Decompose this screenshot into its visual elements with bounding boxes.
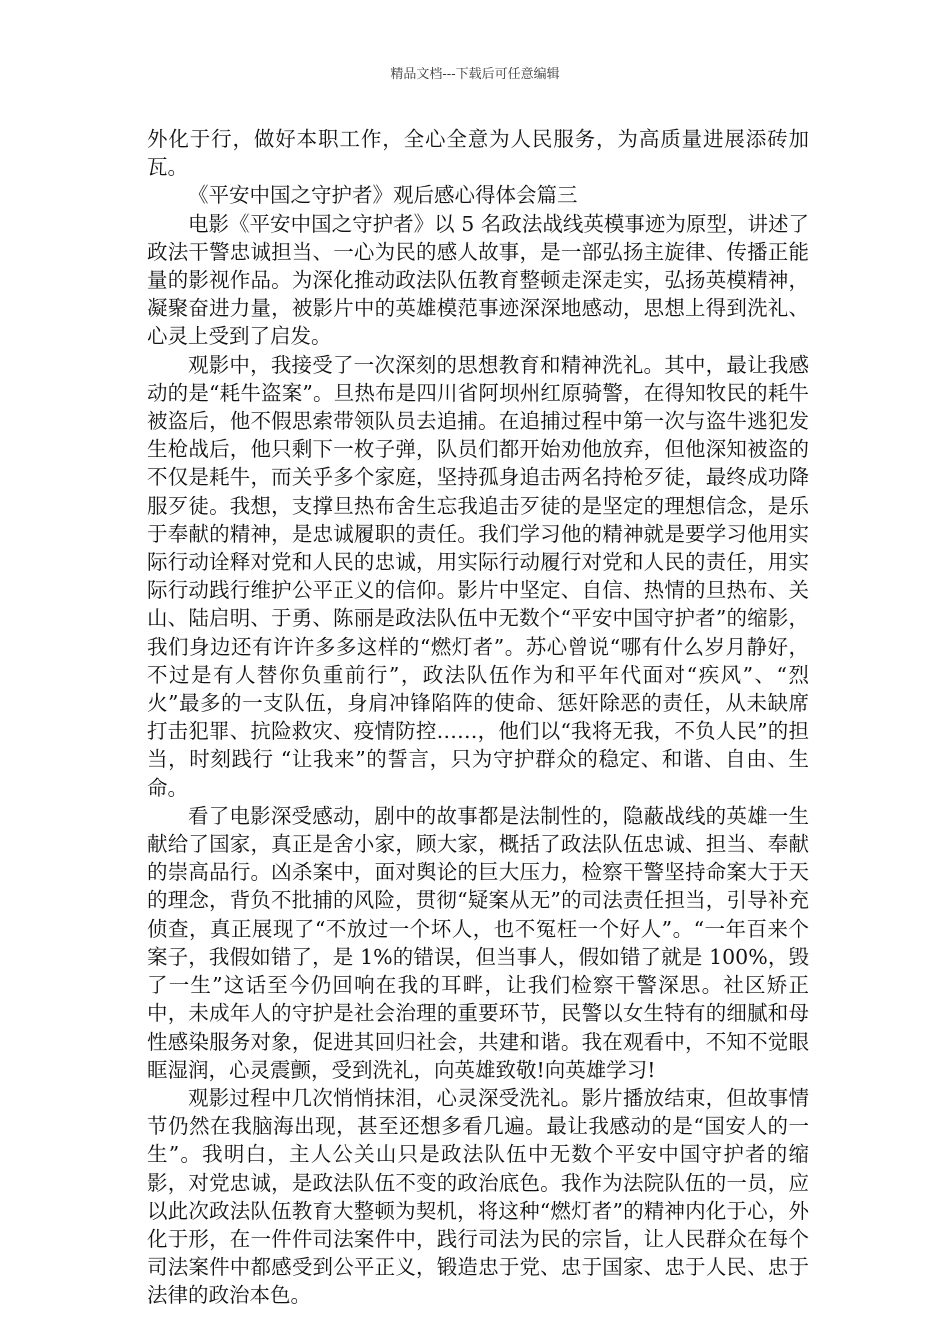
section-heading: 《平安中国之守护者》观后感心得体会篇三 <box>188 183 578 208</box>
paragraph: 看了电影深受感动，剧中的故事都是法制性的，隐蔽战线的英雄一生献给了国家，真正是舍小家，顾大家，概括了政法队伍忠诚、担当、奉献的崇高品行。凶杀案中，面对舆论的巨大压力，检察干警坚持命案大于天的理念，背负不批捕的风险，贯彻“疑案从无”的司法责任担当，引导补充侦查，真正展现了“不放过一个坏人，也不冤枉一个好人”。“一年百来个案子，我假如错了，是 1%的错误，但当事人，假如错了就是 100%，毁了一生”这话至今仍回响在我的耳畔，让我们检察干警深思。社区矫正中，未成年人的守护是社会治理的重要环节，民警以女生特有的细腻和母性感染服务对象，促进其回归社会，共建和谐。我在观看中，不知不觉眼眶湿润，心灵震颤，受到洗礼，向英雄致敬!向英雄学习! <box>147 803 809 1082</box>
paragraph-continuation: 外化于行，做好本职工作，全心全意为人民服务，为高质量进展添砖加瓦。 <box>147 127 809 180</box>
document-body <box>147 125 809 1310</box>
paragraph: 电影《平安中国之守护者》以 5 名政法战线英模事迹为原型，讲述了政法干警忠诚担当、一心为民的感人故事，是一部弘扬主旋律、传播正能量的影视作品。为深化推动政法队伍教育整顿走深走实，弘扬英模精神，凝聚奋进力量，被影片中的英雄模范事迹深深地感动，思想上得到洗礼、心灵上受到了启发。 <box>147 211 809 349</box>
paragraph: 观影中，我接受了一次深刻的思想教育和精神洗礼。其中，最让我感动的是“耗牛盗案”。旦热布是四川省阿坝州红原骑警，在得知牧民的耗牛被盗后，他不假思索带领队员去追捕。在追捕过程中第一次与盗牛逃犯发生枪战后，他只剩下一枚子弹，队员们都开始劝他放弃，但他深知被盗的不仅是耗牛，而关乎多个家庭，坚持孤身追击两名持枪歹徒，最终成功降服歹徒。我想，支撑旦热布舍生忘我追击歹徒的是坚定的理想信念，是乐于奉献的精神，是忠诚履职的责任。我们学习他的精神就是要学习他用实际行动诠释对党和人民的忠诚，用实际行动履行对党和人民的责任，用实际行动践行维护公平正义的信仰。影片中坚定、自信、热情的旦热布、关山、陆启明、于勇、陈丽是政法队伍中无数个“平安中国守护者”的缩影，我们身边还有许许多多这样的“燃灯者”。苏心曾说“哪有什么岁月静好，不过是有人替你负重前行”，政法队伍作为和平年代面对“疾风”、“烈火”最多的一支队伍，身肩冲锋陷阵的使命、惩奸除恶的责任，从未缺席打击犯罪、抗险救灾、疫情防控……，他们以“我将无我，不负人民”的担当，时刻践行 “让我来”的誓言，只为守护群众的稳定、和谐、自由、生命。 <box>147 352 809 800</box>
page-header: 精品文档---下载后可任意编辑 <box>390 67 560 82</box>
paragraph: 观影过程中几次悄悄抹泪，心灵深受洗礼。影片播放结束，但故事情节仍然在我脑海出现，甚至还想多看几遍。最让我感动的是“国安人的一生”。我明白，主人公关山只是政法队伍中无数个平安中国守护者的缩影，对党忠诚，是政法队伍不变的政治底色。我作为法院队伍的一员，应以此次政法队伍教育大整顿为契机，将这种“燃灯者”的精神内化于心，外化于形，在一件件司法案件中，践行司法为民的宗旨，让人民群众在每个司法案件中都感受到公平正义，锻造忠于党、忠于国家、忠于人民、忠于法律的政治本色。 <box>147 1085 809 1308</box>
